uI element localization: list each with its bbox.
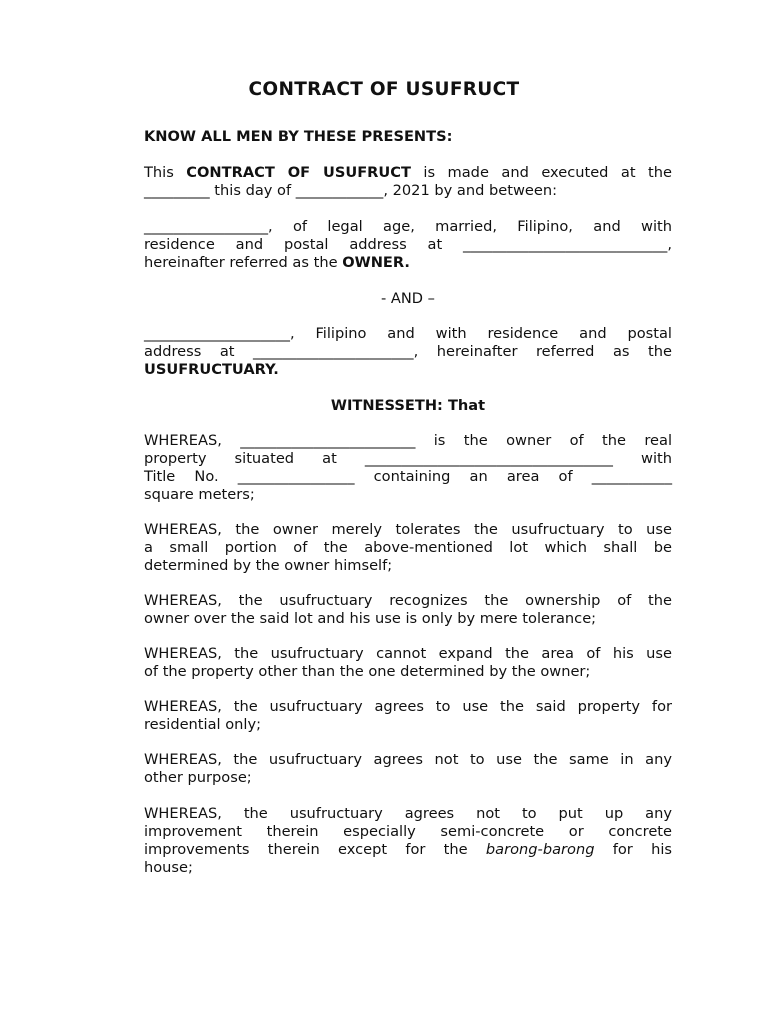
whereas-4-line-2: of the property other than the one determined by the owner;: [144, 663, 591, 680]
intro-text: This: [144, 164, 187, 181]
owner-line-2: residence and postal address at ____________________________,: [144, 236, 672, 253]
intro-text: is made and executed at the: [410, 164, 673, 181]
whereas-5-line-2: residential only;: [144, 716, 262, 733]
preamble-text: KNOW ALL MEN BY THESE PRESENTS:: [144, 128, 453, 145]
document-title: CONTRACT OF USUFRUCT: [248, 79, 520, 100]
whereas-7-text: improvements therein except for the: [144, 841, 486, 858]
whereas-1-line-3: Title No. ________________ containing an area of ___________: [144, 468, 672, 485]
whereas-3-line-1: WHEREAS, the usufructuary recognizes the ownership of the: [144, 592, 672, 609]
witnesseth-heading: [144, 397, 672, 415]
whereas-7-text: for his: [594, 841, 672, 858]
intro-line-1: [144, 164, 672, 182]
barong-barong-term: barong-barong: [485, 841, 595, 858]
whereas-paragraph-3: [144, 592, 672, 628]
owner-line-1: _________________, of legal age, married, Filipino, and with: [144, 218, 672, 235]
whereas-6-line-1: WHEREAS, the usufructuary agrees not to use the same in any: [144, 751, 672, 768]
whereas-paragraph-7: [144, 805, 672, 877]
witnesseth-text: WITNESSETH: That: [330, 397, 486, 414]
owner-text: hereinafter referred as the: [144, 254, 343, 271]
and-separator: - AND –: [381, 290, 435, 307]
whereas-5-line-1: WHEREAS, the usufructuary agrees to use the said property for: [144, 698, 672, 715]
owner-paragraph: [144, 218, 672, 272]
whereas-1-line-1: WHEREAS, ________________________ is the owner of the real: [144, 432, 672, 449]
whereas-2-line-3: determined by the owner himself;: [144, 557, 393, 574]
intro-line-2: _________ this day of ____________, 2021 by and between:: [144, 182, 558, 199]
whereas-7-line-1: WHEREAS, the usufructuary agrees not to put up any: [144, 805, 672, 822]
whereas-1-line-4: square meters;: [144, 486, 255, 503]
contract-name: CONTRACT OF USUFRUCT: [186, 164, 411, 181]
whereas-1-line-2: property situated at __________________________________ with: [144, 450, 672, 467]
usufructuary-label: USUFRUCTUARY.: [144, 361, 279, 378]
whereas-paragraph-1: [144, 432, 672, 504]
usufructuary-paragraph: [144, 325, 672, 379]
owner-label: OWNER.: [342, 254, 410, 271]
whereas-paragraph-6: [144, 751, 672, 787]
whereas-7-line-4: house;: [144, 859, 193, 876]
whereas-paragraph-2: [144, 521, 672, 575]
whereas-6-line-2: other purpose;: [144, 769, 252, 786]
usufructuary-line-1: ____________________, Filipino and with residence and postal: [144, 325, 672, 342]
whereas-7-line-3: [144, 841, 672, 859]
whereas-2-line-2: a small portion of the above-mentioned lot which shall be: [144, 539, 672, 556]
usufructuary-line-2: address at ______________________, hereinafter referred as the: [144, 343, 672, 360]
preamble: [144, 128, 672, 146]
usufructuary-line-3: [144, 361, 672, 379]
whereas-4-line-1: WHEREAS, the usufructuary cannot expand the area of his use: [144, 645, 672, 662]
whereas-3-line-2: owner over the said lot and his use is only by mere tolerance;: [144, 610, 597, 627]
intro-paragraph: [144, 164, 672, 200]
whereas-paragraph-4: [144, 645, 672, 681]
whereas-2-line-1: WHEREAS, the owner merely tolerates the usufructuary to use: [144, 521, 672, 538]
whereas-paragraph-5: [144, 698, 672, 734]
owner-line-3: [144, 254, 672, 272]
whereas-7-line-2: improvement therein especially semi-concrete or concrete: [144, 823, 672, 840]
